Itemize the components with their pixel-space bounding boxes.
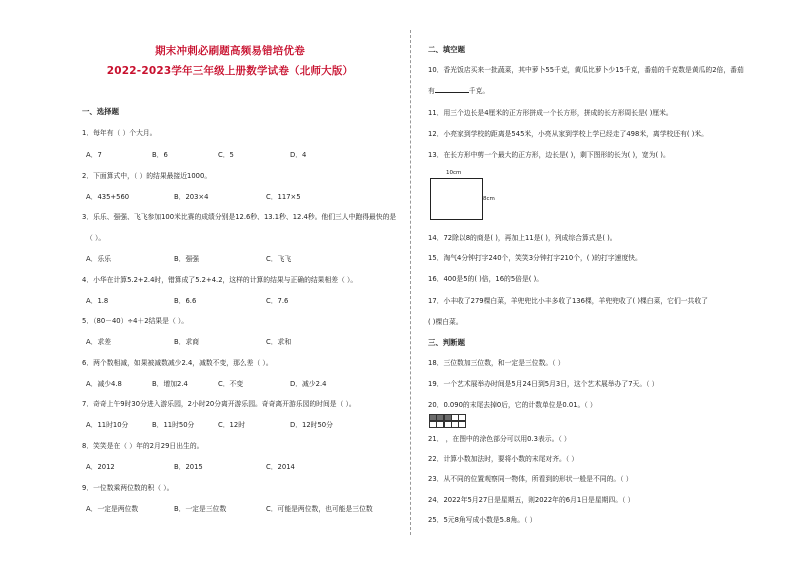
q9-option-c: C．可能是两位数，也可能是三位数 (266, 505, 373, 513)
question-3-line1: 3．乐乐、强强、飞飞参加100米比赛的成绩分别是12.6秒、13.1秒、12.4秒。他们三人中跑得最快的是 (82, 213, 397, 221)
q7-option-c: C．12时 (218, 421, 245, 429)
q2-option-c: C．117×5 (266, 193, 301, 201)
question-23: 23．从不同的位置观察同一物体，所看到的形状一般是不同的。（ ） (428, 475, 633, 483)
question-9: 9．一位数乘两位数的积（ ）。 (82, 484, 174, 492)
question-21: 21． ，在图中的涂色部分可以用0.3表示。（ ） (428, 435, 571, 443)
q10-suffix: 千克。 (468, 87, 490, 95)
section-fill-heading: 二、填空题 (428, 45, 465, 54)
q9-option-b: B．一定是三位数 (174, 505, 227, 513)
q7-option-d: D．12时50分 (290, 421, 333, 429)
question-10-line1: 10．香光饭店买来一批蔬菜，其中萝卜55千克，黄瓜比萝卜少15千克，番茄的千克数是黄瓜的2倍，番茄 (428, 66, 744, 74)
q9-option-a: A．一定是两位数 (86, 505, 139, 513)
q6-option-a: A．减少4.8 (86, 380, 122, 388)
section-judge-heading: 三、判断题 (428, 338, 465, 347)
q8-option-c: C．2014 (266, 463, 295, 471)
question-8: 8．笑笑是在（ ）年的2月29日出生的。 (82, 442, 204, 450)
question-11: 11．用三个边长是4厘米的正方形拼成一个长方形，拼成的长方形周长是( )厘米。 (428, 109, 673, 117)
shaded-grid-row2 (430, 421, 466, 428)
question-3-line2: （ ）。 (86, 234, 106, 242)
q3-option-b: B．强强 (174, 255, 200, 263)
question-22: 22．计算小数加法时，要将小数的末尾对齐。（ ） (428, 455, 579, 463)
question-6: 6．两个数相减，如果被减数减少2.4，减数不变，那么差（ ）。 (82, 359, 273, 367)
question-15: 15．淘气4分钟打字240个，笑笑3分钟打字210个，( )的打字速度快。 (428, 254, 642, 262)
q5-option-b: B．求商 (174, 338, 200, 346)
q4-option-c: C．7.6 (266, 297, 289, 305)
grid-cell (458, 414, 466, 421)
q4-option-b: B．6.6 (174, 297, 197, 305)
question-5: 5．（80－40）÷4＋2结果是（ ）。 (82, 317, 189, 325)
column-divider (410, 30, 411, 535)
section-choice-heading: 一、选择题 (82, 107, 119, 116)
question-13: 13．在长方形中剪一个最大的正方形，边长是( )，剩下图形的长为( )，宽为( )。 (428, 151, 670, 159)
question-20: 20．0.090的末尾去掉0后，它的计数单位是0.01。（ ） (428, 401, 597, 409)
question-14: 14．72除以8的商是( )，再加上11是( )，列成综合算式是( )。 (428, 234, 617, 242)
q6-option-c: C．不变 (218, 380, 244, 388)
q5-option-a: A．求差 (86, 338, 112, 346)
q6-option-d: D．减少2.4 (290, 380, 327, 388)
q1-option-b: B．6 (152, 151, 168, 159)
q3-option-a: A．乐乐 (86, 255, 112, 263)
q1-option-a: A．7 (86, 151, 102, 159)
question-10-line2 (428, 85, 489, 95)
grid-cell (458, 421, 466, 428)
q7-option-b: B．11时50分 (152, 421, 195, 429)
q1-option-c: C．5 (218, 151, 234, 159)
question-7: 7．奇奇上午9时30分进入游乐园，2小时20分离开游乐园。奇奇离开游乐园的时间是（ ）。 (82, 400, 356, 408)
question-2: 2．下面算式中，（ ）的结果最接近1000。 (82, 172, 212, 180)
rect-height-label: 8cm (483, 196, 495, 202)
q10-prefix: 有 (428, 87, 435, 95)
question-16: 16．400是5的( )倍，16的5倍是( )。 (428, 275, 544, 283)
q4-option-a: A．1.8 (86, 297, 109, 305)
q6-option-b: B．增加2.4 (152, 380, 188, 388)
question-12: 12．小亮家到学校的距离是545米，小亮从家到学校上学已经走了498米，离学校还有( )米。 (428, 130, 708, 138)
q5-option-c: C．求和 (266, 338, 292, 346)
question-19: 19．一个艺术展举办时间是5月24日到5月3日，这个艺术展举办了7天。（ ） (428, 380, 659, 388)
exam-title: 期末冲刺必刷题高频易错培优卷 (155, 45, 305, 57)
exam-subtitle: 2022-2023学年三年级上册数学试卷（北师大版） (106, 65, 354, 77)
shaded-grid-row1 (430, 414, 466, 421)
q8-option-b: B．2015 (174, 463, 203, 471)
q10-answer-blank[interactable] (435, 86, 469, 93)
question-17-line1: 17．小丰收了279棵白菜，羊兜兜比小丰多收了136棵，羊兜兜收了( )棵白菜，它们一共收了 (428, 297, 708, 305)
rect-width-label: 10cm (446, 170, 462, 176)
q7-option-a: A．11时10分 (86, 421, 129, 429)
question-24: 24．2022年5月27日是星期五，则2022年的6月1日是星期四。（ ） (428, 496, 635, 504)
question-17-line2: ( )棵白菜。 (428, 318, 463, 326)
rectangle-figure (430, 178, 483, 220)
question-4: 4．小华在计算5.2+2.4时，错算成了5.2+4.2，这样的计算的结果与正确的结果相差（ ）。 (82, 276, 358, 284)
q1-option-d: D．4 (290, 151, 307, 159)
q8-option-a: A．2012 (86, 463, 115, 471)
q2-option-a: A．435+560 (86, 193, 130, 201)
question-25: 25．5元8角写成小数是5.8角。（ ） (428, 516, 537, 524)
question-1: 1．每年有（ ）个大月。 (82, 129, 157, 137)
q2-option-b: B．203×4 (174, 193, 209, 201)
q3-option-c: C．飞飞 (266, 255, 292, 263)
question-18: 18．三位数加三位数，和一定是三位数。（ ） (428, 359, 565, 367)
